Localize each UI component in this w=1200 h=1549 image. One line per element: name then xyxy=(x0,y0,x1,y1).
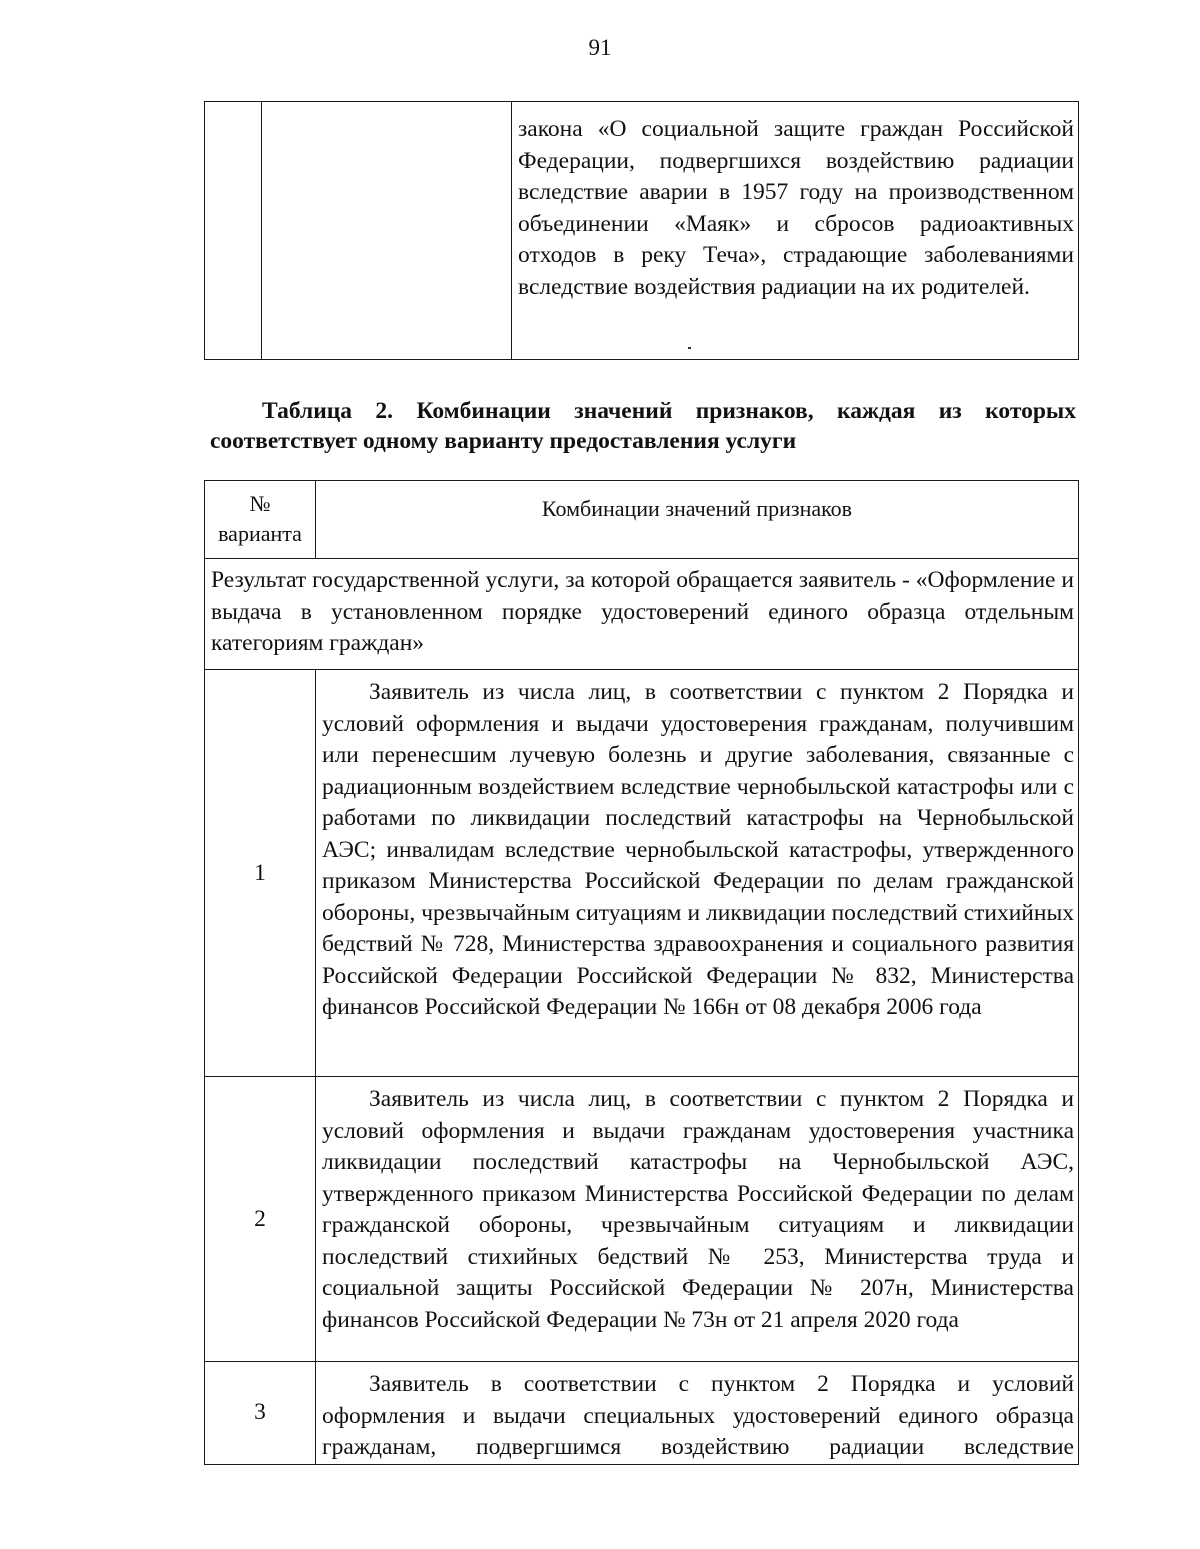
empty-cell xyxy=(262,102,512,360)
empty-cell xyxy=(205,102,262,360)
table-row xyxy=(205,670,1079,1077)
variant-text-cell xyxy=(316,1077,1079,1362)
result-row xyxy=(205,559,1079,670)
variants-table xyxy=(204,480,1079,1465)
header-variant-number xyxy=(205,481,316,559)
variant-text-cell xyxy=(316,1362,1079,1465)
variant-text: Заявитель из числа лиц, в соответствии с пунктом 2 Порядка и условий оформления и выдачи гражданам удостоверения участника ликвидации последствий катастрофы на Чернобыльской АЭС, утвержденного приказом Министерства Российской Федерации по делам гражданской обороны, чрезвычайным ситуациям и ликвидации последствий стихийных бедствий № 253, Министерства труда и социальной защиты Российской Федерации № 207н, Министерства финансов Российской Федерации № 73н от 21 апреля 2020 года xyxy=(322,1086,1074,1333)
table-row xyxy=(205,1362,1079,1465)
table-row xyxy=(205,1077,1079,1362)
continued-text: закона «О социальной защите граждан Российской Федерации, подвергшихся воздействию радиации вследствие аварии в 1957 году на производственном объединении «Маяк» и сбросов радиоактивных отходов в реку Теча», страдающие заболеваниями вследствие воздействия радиации на их родителей. xyxy=(518,116,1074,300)
header-row xyxy=(205,481,1079,559)
variant-text: Заявитель из числа лиц, в соответствии с пунктом 2 Порядка и условий оформления и выдачи удостоверения гражданам, получившим или перенесшим лучевую болезнь и другие заболевания, связанные с радиационным воздействием вследствие чернобыльской катастрофы или с работами по ликвидации последствий катастрофы на Чернобыльской АЭС; инвалидам вследствие чернобыльской катастрофы, утвержденного приказом Министерства Российской Федерации по делам гражданской обороны, чрезвычайным ситуациям и ликвидации последствий стихийных бедствий № 728, Министерства здравоохранения и социального развития Российской Федерации Российской Федерации № 832, Министерства финансов Российской Федерации № 166н от 08 декабря 2006 года xyxy=(322,679,1074,1020)
variant-number: 1 xyxy=(205,670,316,1077)
variant-text-cell xyxy=(316,670,1079,1077)
header-variant-number-label: № варианта xyxy=(218,491,302,546)
scan-speck xyxy=(688,347,691,349)
continued-text-cell xyxy=(512,102,1079,360)
variant-number: 2 xyxy=(205,1077,316,1362)
result-text: Результат государственной услуги, за которой обращается заявитель - «Оформление и выдача в установленном порядке удостоверений единого образца отдельным категориям граждан» xyxy=(211,567,1074,656)
result-cell xyxy=(205,559,1079,670)
continued-table xyxy=(204,101,1079,360)
variant-number: 3 xyxy=(205,1362,316,1465)
page-number: 91 xyxy=(588,35,612,60)
table-row xyxy=(205,102,1079,360)
header-combinations: Комбинации значений признаков xyxy=(316,481,1079,559)
variant-text: Заявитель в соответствии с пунктом 2 Порядка и условий оформления и выдачи специальных удостоверений единого образца гражданам, подвергшимся воздействию радиации вследствие xyxy=(322,1371,1074,1460)
table-caption: Таблица 2. Комбинации значений признаков, каждая из которых соответствует одному варианту предоставления услуги xyxy=(210,398,1076,454)
